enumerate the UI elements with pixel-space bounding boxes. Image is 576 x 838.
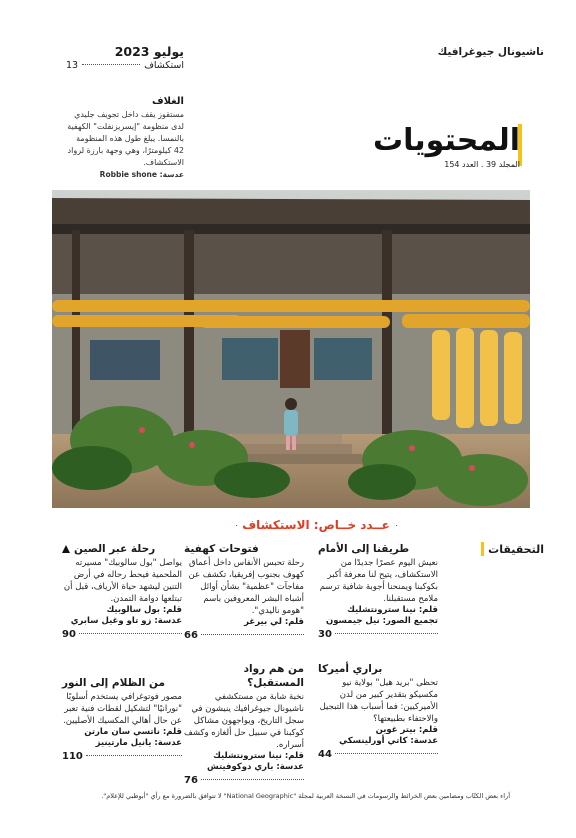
article-photographer: عدسة: يانيل مارتينيز [95, 738, 182, 748]
article-author: قلم: بول سالوبيك [106, 605, 182, 615]
special-issue-heading [236, 518, 396, 532]
dotted-leader [335, 753, 438, 754]
article-page: 30 [318, 629, 332, 640]
article-page-row [318, 629, 438, 641]
dotted-leader [82, 64, 140, 65]
label-accent-bar [481, 542, 484, 556]
article-title: من هم رواد المستقبل؟ [243, 663, 304, 689]
cover-credit: عدسة: Robbie shone [99, 170, 184, 179]
article-author: قلم: لي بيرغر [244, 617, 304, 627]
article-darkness-to-light[interactable] [62, 676, 182, 763]
article-author: قلم: نينا سترونتشليك [347, 605, 438, 615]
cover-heading: الغلاف [151, 96, 184, 107]
article-author: قلم: ناتسي سان مارتن [84, 727, 182, 737]
volume-issue: المجلد 39 . العدد 154 [444, 160, 520, 169]
disclaimer-note: آراء بعض الكتّاب ومضامين بعض الخرائط والرسومات في النسخة العربية لمجلة "National Geographic" لا تتوافق بالضرورة مع رأي "أبوظبي للإعلام". [101, 792, 510, 800]
title-block [373, 122, 520, 169]
article-wild-america[interactable] [318, 662, 438, 761]
article-summary: نعيش اليوم عصرًا جديدًا من الاستكشاف، يتيح لنا معرفة أكبر بكوكبنا ويمنحنا أجوبة شافية ترسم ملامح مستقبلنا. [319, 558, 438, 604]
article-photographer: تجميع الصور: نيل جيمسون [325, 616, 438, 626]
article-summary: نخبة شابة من مستكشفي ناشيونال جيوغرافيك ينيشون في سجل التاريخ، ويواجهون مشاكل كوكبنا في سبيل حل ألغازه وكشف أسراره. [184, 692, 304, 750]
article-page-row [184, 775, 304, 787]
article-summary: يواصل "بول سالوبيك" مسيرته الملحمية فيحط رحاله في أرض التنين ليشهد حياة الأرياف، قبل أن تبتلعها دوامة التمدن. [63, 558, 182, 604]
feature-photo [52, 190, 530, 508]
article-author: قلم: بيتر غوين [375, 725, 438, 735]
article-page: 76 [184, 775, 198, 786]
article-photographer: عدسة: زو تاو وغيل سابري [70, 616, 182, 626]
dotted-leader [201, 779, 304, 780]
article-summary: رحلة تحبس الأنفاس داخل أعماق كهوف بجنوب إفريقيا، تكشف عن مفاجآت "عظمية" بشأن أوائل أشباه البشر المعروفين باسم "هومو ناليدي". [188, 558, 304, 616]
triangle-icon [62, 545, 70, 553]
special-issue-text: عــدد خــاص: الاستكشاف [242, 518, 390, 532]
toc-entry-explore[interactable] [66, 60, 184, 71]
article-title: فتوحات كهفية [184, 543, 259, 555]
article-page-row [62, 751, 182, 763]
article-title: طريقنا إلى الأمام [318, 543, 410, 555]
article-journey-through-china[interactable] [62, 542, 182, 641]
article-cave-discoveries[interactable] [184, 542, 304, 642]
article-page: 44 [318, 749, 332, 760]
article-photographer: عدسة: كاتي أورلينسكي [339, 736, 438, 746]
article-title: براري أميركا [318, 663, 383, 675]
toc-entry-label: استكشاف [144, 60, 184, 71]
article-page: 90 [62, 629, 76, 640]
investigations-label [481, 542, 544, 556]
magazine-brand: ناشيونال جيوغرافيك [437, 46, 544, 58]
article-page-row [318, 749, 438, 761]
article-summary: تحظى "بريد هيل" بولاية نيو مكسيكو بتقدير كبير من لدن الأميركيين: فما أسباب هذا التبجيل والاحتفاء بطبيعتها؟ [319, 678, 438, 724]
article-photographer: عدسة: باري دوكوفيتش [206, 762, 304, 772]
toc-entry-page: 13 [66, 60, 79, 71]
article-title: رحلة عبر الصين [74, 543, 156, 555]
cover-description [66, 96, 184, 179]
dotted-leader [86, 755, 182, 756]
investigations-text: التحقيقات [488, 542, 544, 556]
article-page-row [62, 629, 182, 641]
dotted-leader [335, 633, 438, 634]
article-page: 66 [184, 630, 198, 641]
issue-info [66, 44, 184, 71]
article-author: قلم: نينا سترونتشليك [213, 751, 304, 761]
dotted-leader [201, 634, 304, 635]
dotted-leader [79, 633, 182, 634]
article-summary: مصور فوتوغرافي يستخدم أسلوبًا "نورانيًا" لتشكيل لقطات فنية تعبر عن حال أهالي المكسيك الأصليين. [63, 692, 182, 726]
issue-date: يوليو 2023 [114, 44, 184, 59]
article-page-row [184, 630, 304, 642]
article-future-pioneers[interactable] [184, 662, 304, 787]
cover-text: مستقوز يقف داخل تجويف جليدي لدى منظومة "إيسريزنفلت" الكهفية بالنمسا. يبلغ طول هذه المنظومة 42 كيلومترًا، وهي وجهة بارزة لرواد الاستكشاف. [67, 110, 184, 167]
article-page: 110 [62, 751, 83, 762]
article-title: من الظلام إلى النور [62, 677, 165, 689]
article-our-path-forward[interactable] [318, 542, 438, 641]
page-title: المحتويات [372, 123, 520, 158]
